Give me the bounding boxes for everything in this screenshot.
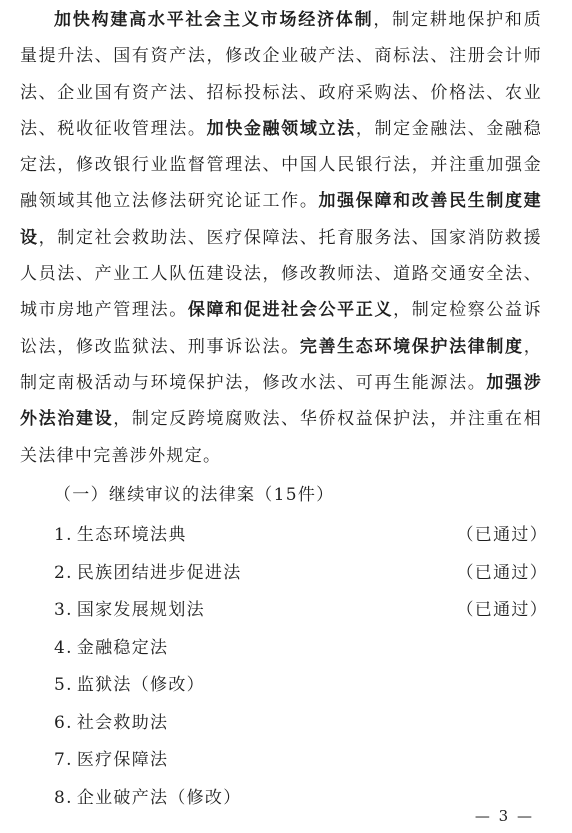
bold-phrase: 加快构建高水平社会主义市场经济体制 xyxy=(54,10,374,30)
law-number: 5. xyxy=(54,675,73,696)
law-name: 民族团结进步促进法 xyxy=(76,562,242,583)
law-number: 7. xyxy=(54,750,73,771)
law-number: 4. xyxy=(54,637,73,658)
law-name: 企业破产法（修改） xyxy=(76,787,242,808)
law-item xyxy=(20,701,542,739)
law-title xyxy=(54,558,242,583)
text-run: ，制定金融法、金融稳定法，修改银行业监督管理法、中国人民银行法，并注重加强金融领域其他立法修法研究论证工作。 xyxy=(20,118,543,212)
law-name: 医疗保障法 xyxy=(76,750,169,771)
law-title xyxy=(54,595,205,620)
law-name: 监狱法（修改） xyxy=(76,675,205,696)
text-run: ，制定耕地保护和质量提升法、国有资产法，修改企业破产法、商标法、注册会计师法、企业国有资产法、招标投标法、政府采购法、价格法、农业法、税收征收管理法。 xyxy=(20,10,542,139)
law-item xyxy=(20,739,542,777)
law-title xyxy=(54,708,168,733)
law-title xyxy=(54,745,168,770)
law-title xyxy=(54,633,168,658)
law-item xyxy=(20,776,542,814)
law-name: 国家发展规划法 xyxy=(76,600,205,621)
law-item xyxy=(20,664,542,702)
law-name: 社会救助法 xyxy=(76,712,169,733)
text-run: ，制定社会救助法、医疗保障法、托育服务法、国家消防救援人员法、产业工人队伍建设法，修改教师法、道路交通安全法、城市房地产管理法。 xyxy=(20,227,542,321)
text-run: ，制定反跨境腐败法、华侨权益保护法，并注重在相关法律中完善涉外规定。 xyxy=(20,409,542,466)
law-status: （已通过） xyxy=(456,525,548,546)
law-title xyxy=(54,783,242,808)
page-number: — 3 — xyxy=(474,807,534,825)
law-number: 8. xyxy=(54,787,73,808)
law-name: 金融稳定法 xyxy=(76,637,169,658)
text-run: ，制定南极活动与环境保护法，修改水法、可再生能源法。 xyxy=(20,336,542,393)
law-item xyxy=(20,589,548,627)
bold-phrase: 加快金融领域立法 xyxy=(206,118,356,139)
law-item xyxy=(20,551,548,589)
bold-phrase: 加强保障和改善民生制度建设 xyxy=(20,191,542,248)
law-status: （已通过） xyxy=(456,562,548,583)
law-title xyxy=(54,520,187,545)
law-number: 1. xyxy=(54,525,73,546)
law-item xyxy=(20,514,548,552)
law-number: 2. xyxy=(54,562,73,583)
section-title: （一）继续审议的法律案（15件） xyxy=(54,484,335,505)
bold-phrase: 加强涉外法治建设 xyxy=(20,372,543,430)
bold-phrase: 保障和促进社会公平正义 xyxy=(187,300,394,321)
law-number: 6. xyxy=(54,712,73,733)
law-status: （已通过） xyxy=(456,600,548,621)
bold-phrase: 完善生态环境保护法律制度 xyxy=(299,336,524,357)
law-list xyxy=(20,514,548,814)
body-paragraph xyxy=(20,0,542,474)
text-run: ，制定检察公益诉讼法，修改监狱法、刑事诉讼法。 xyxy=(20,300,542,357)
law-name: 生态环境法典 xyxy=(76,525,187,546)
law-number: 3. xyxy=(54,600,73,621)
law-item xyxy=(20,626,542,664)
law-title xyxy=(54,670,205,695)
